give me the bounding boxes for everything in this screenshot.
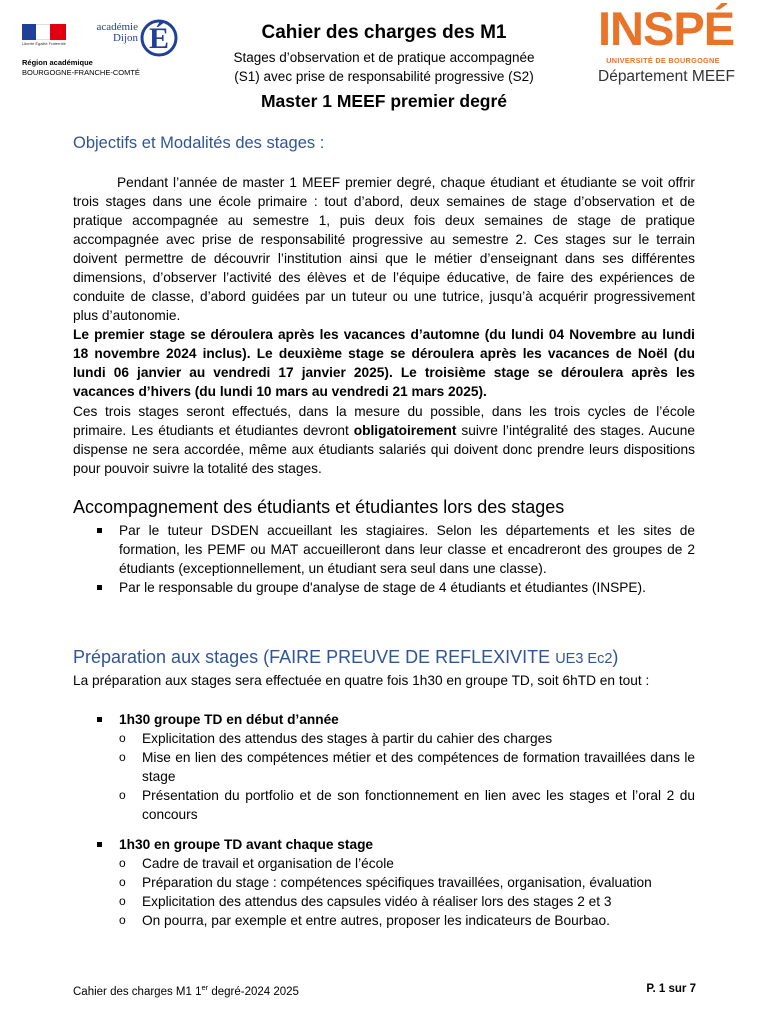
list-item xyxy=(73,729,695,748)
circle-bullet-icon: o xyxy=(119,913,126,927)
document-header xyxy=(195,22,573,112)
list-item xyxy=(73,854,695,873)
list-item-text: Préparation du stage : compétences spécifiques travaillées, organisation, évaluation xyxy=(142,875,652,890)
master-title: Master 1 MEEF premier degré xyxy=(260,91,508,111)
square-bullet-icon xyxy=(97,585,102,590)
list-item xyxy=(73,873,695,892)
footer-label-b: degré-2024 2025 xyxy=(208,985,299,998)
list-item-text: Cadre de travail et organisation de l’école xyxy=(142,856,394,871)
obligation-text-b: suivre l’intégralité des stages. Aucune dispense ne sera accordée, même aux étudiants salariés qui doivent donc prendre leurs dispositions pour pouvoir suivre la totalité des stages. xyxy=(73,423,695,476)
footer-document-label xyxy=(73,983,299,998)
academie-line2: Dijon xyxy=(112,32,138,44)
list-item xyxy=(73,892,695,911)
list-item-text: Présentation du portfolio et de son fonctionnement en lien avec les stages et l’oral 2 du concours xyxy=(142,788,695,822)
circle-bullet-icon: o xyxy=(119,731,126,745)
footer-label-sup: er xyxy=(201,983,209,992)
academie-line1: académie xyxy=(96,21,138,33)
list-item xyxy=(73,786,695,824)
academie-e-logo xyxy=(138,8,178,60)
section-heading-preparation xyxy=(73,647,618,668)
list-item-text: Mise en lien des compétences métier et des compétences de formation travaillées dans le stage xyxy=(142,750,695,784)
circle-bullet-icon: o xyxy=(119,750,126,764)
circle-bullet-icon: o xyxy=(119,788,126,802)
document-subtitle-line2: (S1) avec prise de responsabilité progressive (S2) xyxy=(234,69,534,84)
academie-logo-block xyxy=(20,8,190,88)
circle-bullet-icon: o xyxy=(119,856,126,870)
academie-e-letter: É xyxy=(148,22,170,55)
square-bullet-icon xyxy=(97,528,102,533)
preparation-group-1 xyxy=(73,710,695,824)
preparation-group-2 xyxy=(73,835,695,930)
square-bullet-icon xyxy=(97,717,102,722)
list-item xyxy=(73,748,695,786)
list-item-text: Par le tuteur DSDEN accueillant les stagiaires. Selon les départements et les sites de formation, les PEMF ou MAT accueilleront dans leur classe et encadreront des groupes de 2 étudiants (exceptionnellement, un étudiant sera seul dans une classe). xyxy=(119,523,695,576)
accompagnement-list xyxy=(73,521,695,597)
paragraph-dates: Le premier stage se déroulera après les vacances d’automne (du lundi 04 Novembre au lundi 18 novembre 2024 inclus). Le deuxième stage se déroulera après les vacances de Noël (du lundi 06 janvier au vendredi 17 janvier 2025). Le troisième stage se déroulera après les vacances d’hivers (du lundi 10 mars au vendredi 21 mars 2025). xyxy=(73,327,695,399)
academie-wordmark xyxy=(94,22,138,44)
region-line1: Région académique xyxy=(22,58,93,67)
preparation-heading-text: Préparation aux stages (FAIRE PREUVE DE REFLEXIVITE xyxy=(73,647,556,667)
paragraph-obligation xyxy=(73,402,695,478)
paragraph-intro-text: Pendant l’année de master 1 MEEF premier degré, chaque étudiant et étudiante se voit offrir trois stages dans une école primaire : tout d’abord, deux semaines de stage d’observation et de pratique accompagnée au semestre 1, puis deux fois deux semaines de stage de pratique accompagnée avec prise de responsabilité progressive au semestre 2. Ces stages sur le terrain doivent permettre de découvrir l’institution ainsi que le métier d’enseignant dans ses différentes dimensions, d’observer l’activité des élèves et de l’équipe éducative, de faire des expériences de conduite de classe, d’abord guidées par un tuteur ou une tutrice, jusqu’à acquérir progressivement plus d’autonomie. xyxy=(73,175,695,323)
inspe-logo-block xyxy=(598,2,735,92)
group-title xyxy=(73,710,695,729)
group-title xyxy=(73,835,695,854)
preparation-heading-close: ) xyxy=(612,647,619,667)
list-item xyxy=(73,578,695,597)
circle-bullet-icon: o xyxy=(119,875,126,889)
circle-bullet-icon: o xyxy=(119,894,126,908)
list-item xyxy=(73,521,695,578)
inspe-logo: INSPÉ xyxy=(598,2,735,55)
obligation-text-a: Ces trois stages seront effectués, dans la mesure du possible, dans les trois cycles de l’école primaire. Les étudiants et étudiantes devront xyxy=(73,404,695,438)
list-item-text: Explicitation des attendus des capsules vidéo à réaliser lors des stages 2 et 3 xyxy=(142,894,612,909)
list-item-text: On pourra, par exemple et entre autres, proposer les indicateurs de Bourbao. xyxy=(142,913,610,928)
list-item-text: Par le responsable du groupe d'analyse de stage de 4 étudiants et étudiantes (INSPE). xyxy=(119,580,646,595)
document-title: Cahier des charges des M1 xyxy=(261,22,507,43)
section-heading-accompagnement: Accompagnement des étudiants et étudiantes lors des stages xyxy=(73,497,565,517)
preparation-intro: La préparation aux stages sera effectuée en quatre fois 1h30 en groupe TD, soit 6hTD en tout : xyxy=(73,673,650,688)
department-name: Département MEEF xyxy=(598,68,735,85)
list-item-text: Explicitation des attendus des stages à partir du cahier des charges xyxy=(142,731,553,746)
document-subtitle-line1: Stages d’observation et de pratique accompagnée xyxy=(233,50,535,65)
footer-label-a: Cahier des charges M1 1 xyxy=(73,985,202,998)
list-item xyxy=(73,911,695,930)
section-heading-objectifs: Objectifs et Modalités des stages : xyxy=(73,134,325,152)
obligation-bold: obligatoirement xyxy=(353,423,457,438)
paragraph-intro xyxy=(73,173,695,325)
flag-caption: Liberté Égalité Fraternité xyxy=(22,41,66,46)
group-title-text: 1h30 groupe TD en début d’année xyxy=(119,712,339,727)
region-line2: BOURGOGNE-FRANCHE-COMTÉ xyxy=(22,68,140,77)
group-title-text: 1h30 en groupe TD avant chaque stage xyxy=(119,837,374,852)
square-bullet-icon xyxy=(97,842,102,847)
marianne-flag-logo xyxy=(22,24,66,54)
preparation-heading-ue: UE3 Ec2 xyxy=(555,651,613,667)
page-number: P. 1 sur 7 xyxy=(646,983,696,995)
university-name: UNIVERSITÉ DE BOURGOGNE xyxy=(606,56,720,65)
